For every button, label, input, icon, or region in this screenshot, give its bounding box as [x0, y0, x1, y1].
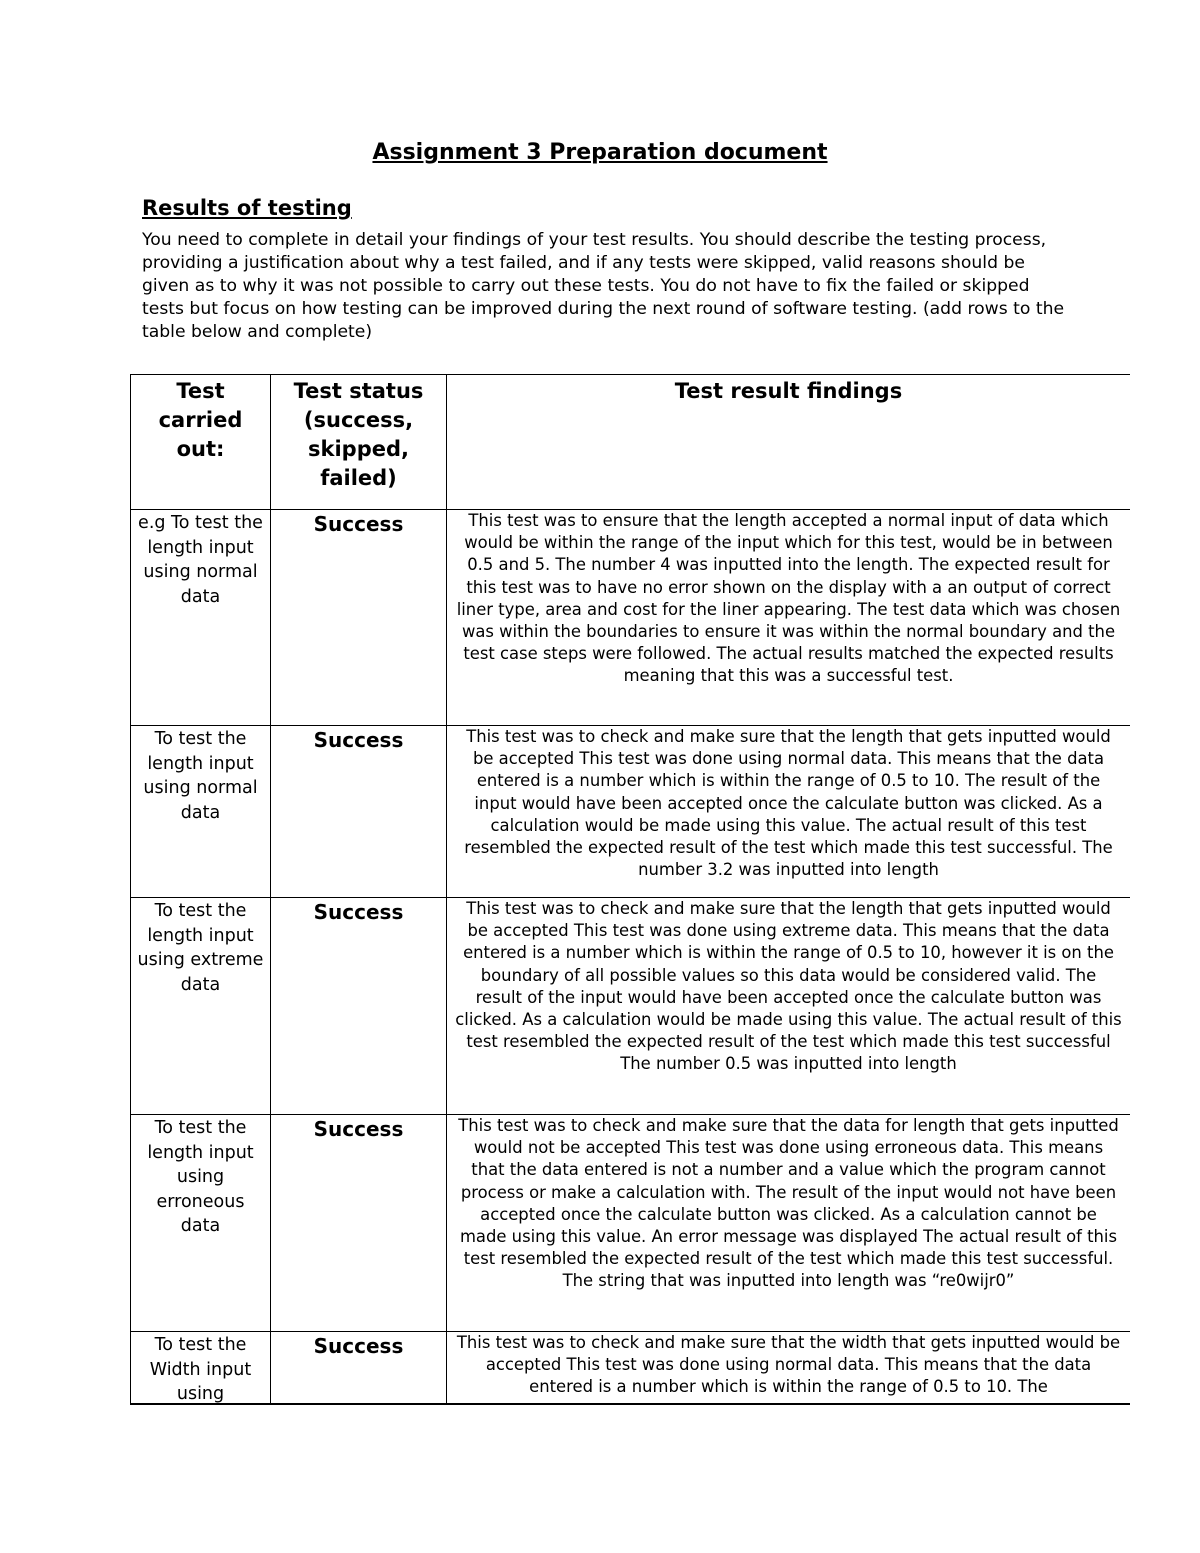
results-table: [130, 374, 1130, 1405]
table-header-row: [131, 375, 1131, 510]
test-cell: To test the length input using erroneous data: [131, 1115, 271, 1332]
table-row: [131, 1115, 1131, 1332]
findings-cell: This test was to check and make sure that the length that gets inputted would be accepted This test was done using normal data. This means that the data entered is a number which is within the range of 0.5 to 10. The result of the input would have been accepted once the calculate button was clicked. As a calculation would be made using this value. The actual result of this test resembled the expected result of the test which made this test successful. The number 3.2 was inputted into length: [447, 726, 1131, 898]
findings-cell: This test was to ensure that the length accepted a normal input of data which would be within the range of the input which for this test, would be in between 0.5 and 5. The number 4 was inputted into the length. The expected result for this test was to have no error shown on the display with a an output of correct liner type, area and cost for the liner appearing. The test data which was chosen was within the boundaries to ensure it was within the normal boundary and the test case steps were followed. The actual results matched the expected results meaning that this was a successful test.: [447, 510, 1131, 726]
table-row: [131, 726, 1131, 898]
findings-cell: This test was to check and make sure that the length that gets inputted would be accepted This test was done using extreme data. This means that the data entered is a number which is within the range of 0.5 to 10, however it is on the boundary of all possible values so this data would be considered valid. The result of the input would have been accepted once the calculate button was clicked. As a calculation would be made using this value. The actual result of this test resembled the expected result of the test which made this test successful The number 0.5 was inputted into length: [447, 898, 1131, 1115]
status-cell: Success: [271, 1115, 447, 1332]
header-test-findings: Test result findings: [447, 375, 1131, 510]
findings-cell: This test was to check and make sure that the width that gets inputted would be accepted This test was done using normal data. This means that the data entered is a number which is within the range of 0.5 to 10. The: [447, 1332, 1131, 1406]
table-row: [131, 1332, 1131, 1406]
results-table-container: [130, 374, 1130, 1405]
table-row: [131, 510, 1131, 726]
status-cell: Success: [271, 1332, 447, 1406]
header-test-status: Test status (success, skipped, failed): [271, 375, 447, 510]
test-cell: To test the Width input using: [131, 1332, 271, 1406]
status-cell: Success: [271, 726, 447, 898]
status-cell: Success: [271, 510, 447, 726]
findings-cell: This test was to check and make sure that the data for length that gets inputted would not be accepted This test was done using erroneous data. This means that the data entered is not a number and a value which the program cannot process or make a calculation with. The result of the input would not have been accepted once the calculate button was clicked. As a calculation cannot be made using this value. An error message was displayed The actual result of this test resembled the expected result of the test which made this test successful. The string that was inputted into length was “re0wijr0”: [447, 1115, 1131, 1332]
test-cell: To test the length input using normal data: [131, 726, 271, 898]
header-test-carried-out: Test carried out:: [131, 375, 271, 510]
section-heading: Results of testing: [142, 196, 352, 220]
test-cell: To test the length input using extreme data: [131, 898, 271, 1115]
document-title: Assignment 3 Preparation document: [372, 140, 828, 165]
intro-paragraph: You need to complete in detail your findings of your test results. You should describe the testing process, providing a justification about why a test failed, and if any tests were skipped, valid reasons should be given as to why it was not possible to carry out these tests. You do not have to fix the failed or skipped tests but focus on how testing can be improved during the next round of software testing. (add rows to the table below and complete): [142, 230, 1065, 342]
status-cell: Success: [271, 898, 447, 1115]
test-cell: e.g To test the length input using normal data: [131, 510, 271, 726]
table-row: [131, 898, 1131, 1115]
